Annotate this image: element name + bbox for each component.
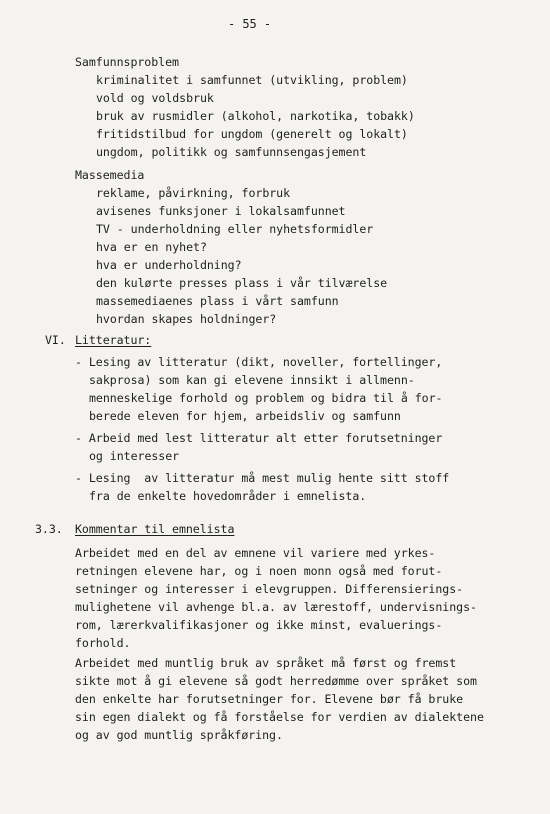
list-item: kriminalitet i samfunnet (utvikling, problem) [96, 73, 408, 87]
paragraph-line: den enkelte har forutsetninger for. Elevene bør få bruke [75, 692, 464, 706]
section-number: 3.3. [35, 522, 63, 536]
bullet-line: fra de enkelte hovedområder i emnelista. [89, 489, 367, 503]
list-item: massemediaenes plass i vårt samfunn [96, 294, 339, 308]
bullet-line: - Lesing av litteratur (dikt, noveller, fortellinger, [75, 355, 443, 369]
paragraph-line: og av god muntlig språkføring. [75, 728, 283, 742]
section-title: Kommentar til emnelista [75, 522, 235, 536]
section-title: Litteratur: [75, 333, 152, 347]
list-item: fritidstilbud for ungdom (generelt og lokalt) [96, 127, 408, 141]
list-item: hvordan skapes holdninger? [96, 312, 277, 326]
paragraph-line: rom, lærerkvalifikasjoner og ikke minst, evaluerings- [75, 618, 443, 632]
sub-heading-samfunnsproblem: Samfunnsproblem [75, 55, 179, 69]
paragraph-line: sin egen dialekt og få forståelse for verdien av dialektene [75, 710, 484, 724]
paragraph-line: Arbeidet med muntlig bruk av språket må først og fremst [75, 656, 457, 670]
list-item: TV - underholdning eller nyhetsformidler [96, 222, 374, 236]
bullet-line: menneskelige forhold og problem og bidra til å for- [89, 391, 443, 405]
paragraph-line: forhold. [75, 636, 131, 650]
paragraph-line: setninger og interesser i elevgruppen. Differensierings- [75, 582, 464, 596]
paragraph-line: retningen elevene har, og i noen monn også med forut- [75, 564, 443, 578]
list-item: hva er underholdning? [96, 258, 242, 272]
bullet-line: sakprosa) som kan gi elevene innsikt i allmenn- [89, 373, 415, 387]
list-item: den kulørte presses plass i vår tilværelse [96, 276, 388, 290]
bullet-line: og interesser [89, 449, 180, 463]
sub-heading-massemedia: Massemedia [75, 168, 145, 182]
page-number: - 55 - [228, 17, 272, 31]
list-item: avisenes funksjoner i lokalsamfunnet [96, 204, 346, 218]
list-item: bruk av rusmidler (alkohol, narkotika, tobakk) [96, 109, 415, 123]
paragraph-line: sikte mot å gi elevene så godt herredømme over språket som [75, 674, 477, 688]
list-item: ungdom, politikk og samfunnsengasjement [96, 145, 367, 159]
bullet-line: - Arbeid med lest litteratur alt etter forutsetninger [75, 431, 443, 445]
bullet-line: - Lesing av litteratur må mest mulig hente sitt stoff [75, 471, 450, 485]
list-item: hva er en nyhet? [96, 240, 207, 254]
paragraph-line: Arbeidet med en del av emnene vil variere med yrkes- [75, 546, 436, 560]
bullet-line: berede eleven for hjem, arbeidsliv og samfunn [89, 409, 401, 423]
list-item: reklame, påvirkning, forbruk [96, 186, 291, 200]
list-item: vold og voldsbruk [96, 91, 214, 105]
paragraph-line: mulighetene vil avhenge bl.a. av lærestoff, undervisnings- [75, 600, 477, 614]
section-number: VI. [45, 333, 66, 347]
